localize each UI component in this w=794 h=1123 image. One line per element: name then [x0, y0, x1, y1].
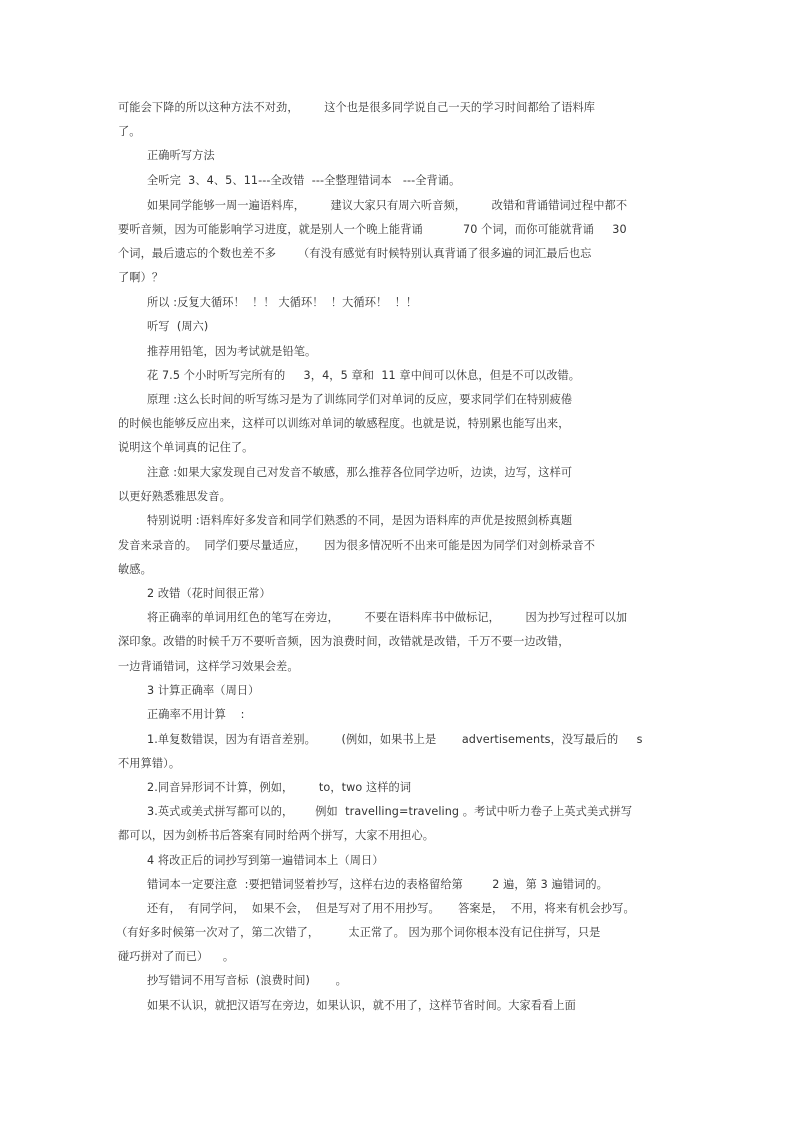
paragraph-line: 以更好熟悉雅思发音。 [118, 490, 231, 503]
paragraph-line: 将正确率的单词用红色的笔写在旁边， 不要在语料库书中做标记， 因为抄写过程可以加 [147, 611, 628, 624]
paragraph-line: 深印象。改错的时候千万不要听音频，因为浪费时间，改错就是改错，千万不要一边改错， [118, 635, 570, 648]
paragraph-line: 注意 :如果大家发现自己对发音不敏感，那么推荐各位同学边听，边读，边写，这样可 [147, 466, 573, 479]
paragraph-line: 推荐用铅笔，因为考试就是铅笔。 [147, 345, 317, 358]
paragraph-line: 都可以，因为剑桥书后答案有同时给两个拼写，大家不用担心。 [118, 829, 435, 842]
paragraph-line: 错词本一定要注意 :要把错词竖着抄写，这样右边的表格留给第 2 遍，第 3 遍错词的。 [147, 878, 608, 891]
paragraph-line: 3.英式或美式拼写都可以的， 例如 travelling=traveling 。考试中听力卷子上英式美式拼写 [147, 805, 633, 818]
paragraph-line: 发音来录音的。 同学们要尽量适应， 因为很多情况听不出来可能是因为同学们对剑桥录音不 [118, 539, 596, 552]
paragraph-line: 个词，最后遗忘的个数也差不多 （有没有感觉有时候特别认真背诵了很多遍的词汇最后也忘 [118, 247, 592, 260]
paragraph-line: 碰巧拼对了而已） 。 [118, 950, 235, 963]
paragraph-line: 的时候也能够反应出来，这样可以训练对单词的敏感程度。也就是说，特别累也能写出来， [118, 417, 570, 430]
paragraph-line: 花 7.5 个小时听写完所有的 3，4，5 章和 11 章中间可以休息，但是不可以改错。 [147, 369, 581, 382]
paragraph-line: （有好多时候第一次对了，第二次错了， 太正常了。 因为那个词你根本没有记住拼写，只是 [116, 926, 601, 939]
paragraph-line: 特别说明 :语料库好多发音和同学们熟悉的不同，是因为语料库的声优是按照剑桥真题 [147, 514, 573, 527]
paragraph-line: 所以 :反复大循环！ ！！ 大循环！ ！大循环！ ！！ [147, 296, 418, 309]
section-heading: 3 计算正确率（周日） [147, 684, 260, 697]
paragraph-line: 正确率不用计算 : [147, 708, 245, 721]
paragraph-line: 要听音频，因为可能影响学习进度，就是别人一个晚上能背诵 70 个词，而你可能就背诵 30 [118, 223, 627, 236]
paragraph-line: 可能会下降的所以这种方法不对劲， 这个也是很多同学说自己一天的学习时间都给了语料库 [118, 101, 596, 114]
paragraph-line: 了。 [118, 125, 141, 138]
section-heading: 听写 (周六) [147, 320, 209, 333]
paragraph-line: 全听完 3、4、5、11---全改错 ---全整理错词本 ---全背诵。 [147, 174, 461, 187]
section-heading: 4 将改正后的词抄写到第一遍错词本上（周日） [147, 854, 384, 867]
paragraph-line: 说明这个单词真的记住了。 [118, 441, 254, 454]
paragraph-line: 原理 :这么长时间的听写练习是为了训练同学们对单词的反应，要求同学们在特别疲倦 [147, 393, 573, 406]
section-heading: 2 改错（花时间很正常） [147, 587, 271, 600]
paragraph-line: 抄写错词不用写音标 (浪费时间) 。 [147, 974, 347, 987]
paragraph-line: 敏感。 [118, 563, 152, 576]
paragraph-line: 1.单复数错误，因为有语音差别。 (例如，如果书上是 advertisements，没写最后的 s [147, 733, 643, 746]
paragraph-line: 如果同学能够一周一遍语料库， 建议大家只有周六听音频， 改错和背诵错词过程中都不 [147, 199, 628, 212]
paragraph-line: 还有， 有同学问， 如果不会， 但是写对了用不用抄写。 答案是， 不用，将来有机会抄写。 [147, 902, 635, 915]
paragraph-line: 如果不认识，就把汉语写在旁边，如果认识，就不用了，这样节省时间。大家看看上面 [147, 999, 576, 1012]
paragraph-line: 2.同音异形词不计算，例如， to，two 这样的词 [147, 781, 412, 794]
paragraph-line: 了啊）？ [118, 271, 164, 284]
paragraph-line: 一边背诵错词，这样学习效果会差。 [118, 660, 299, 673]
section-heading: 正确听写方法 [147, 149, 215, 162]
paragraph-line: 不用算错）。 [118, 757, 181, 770]
